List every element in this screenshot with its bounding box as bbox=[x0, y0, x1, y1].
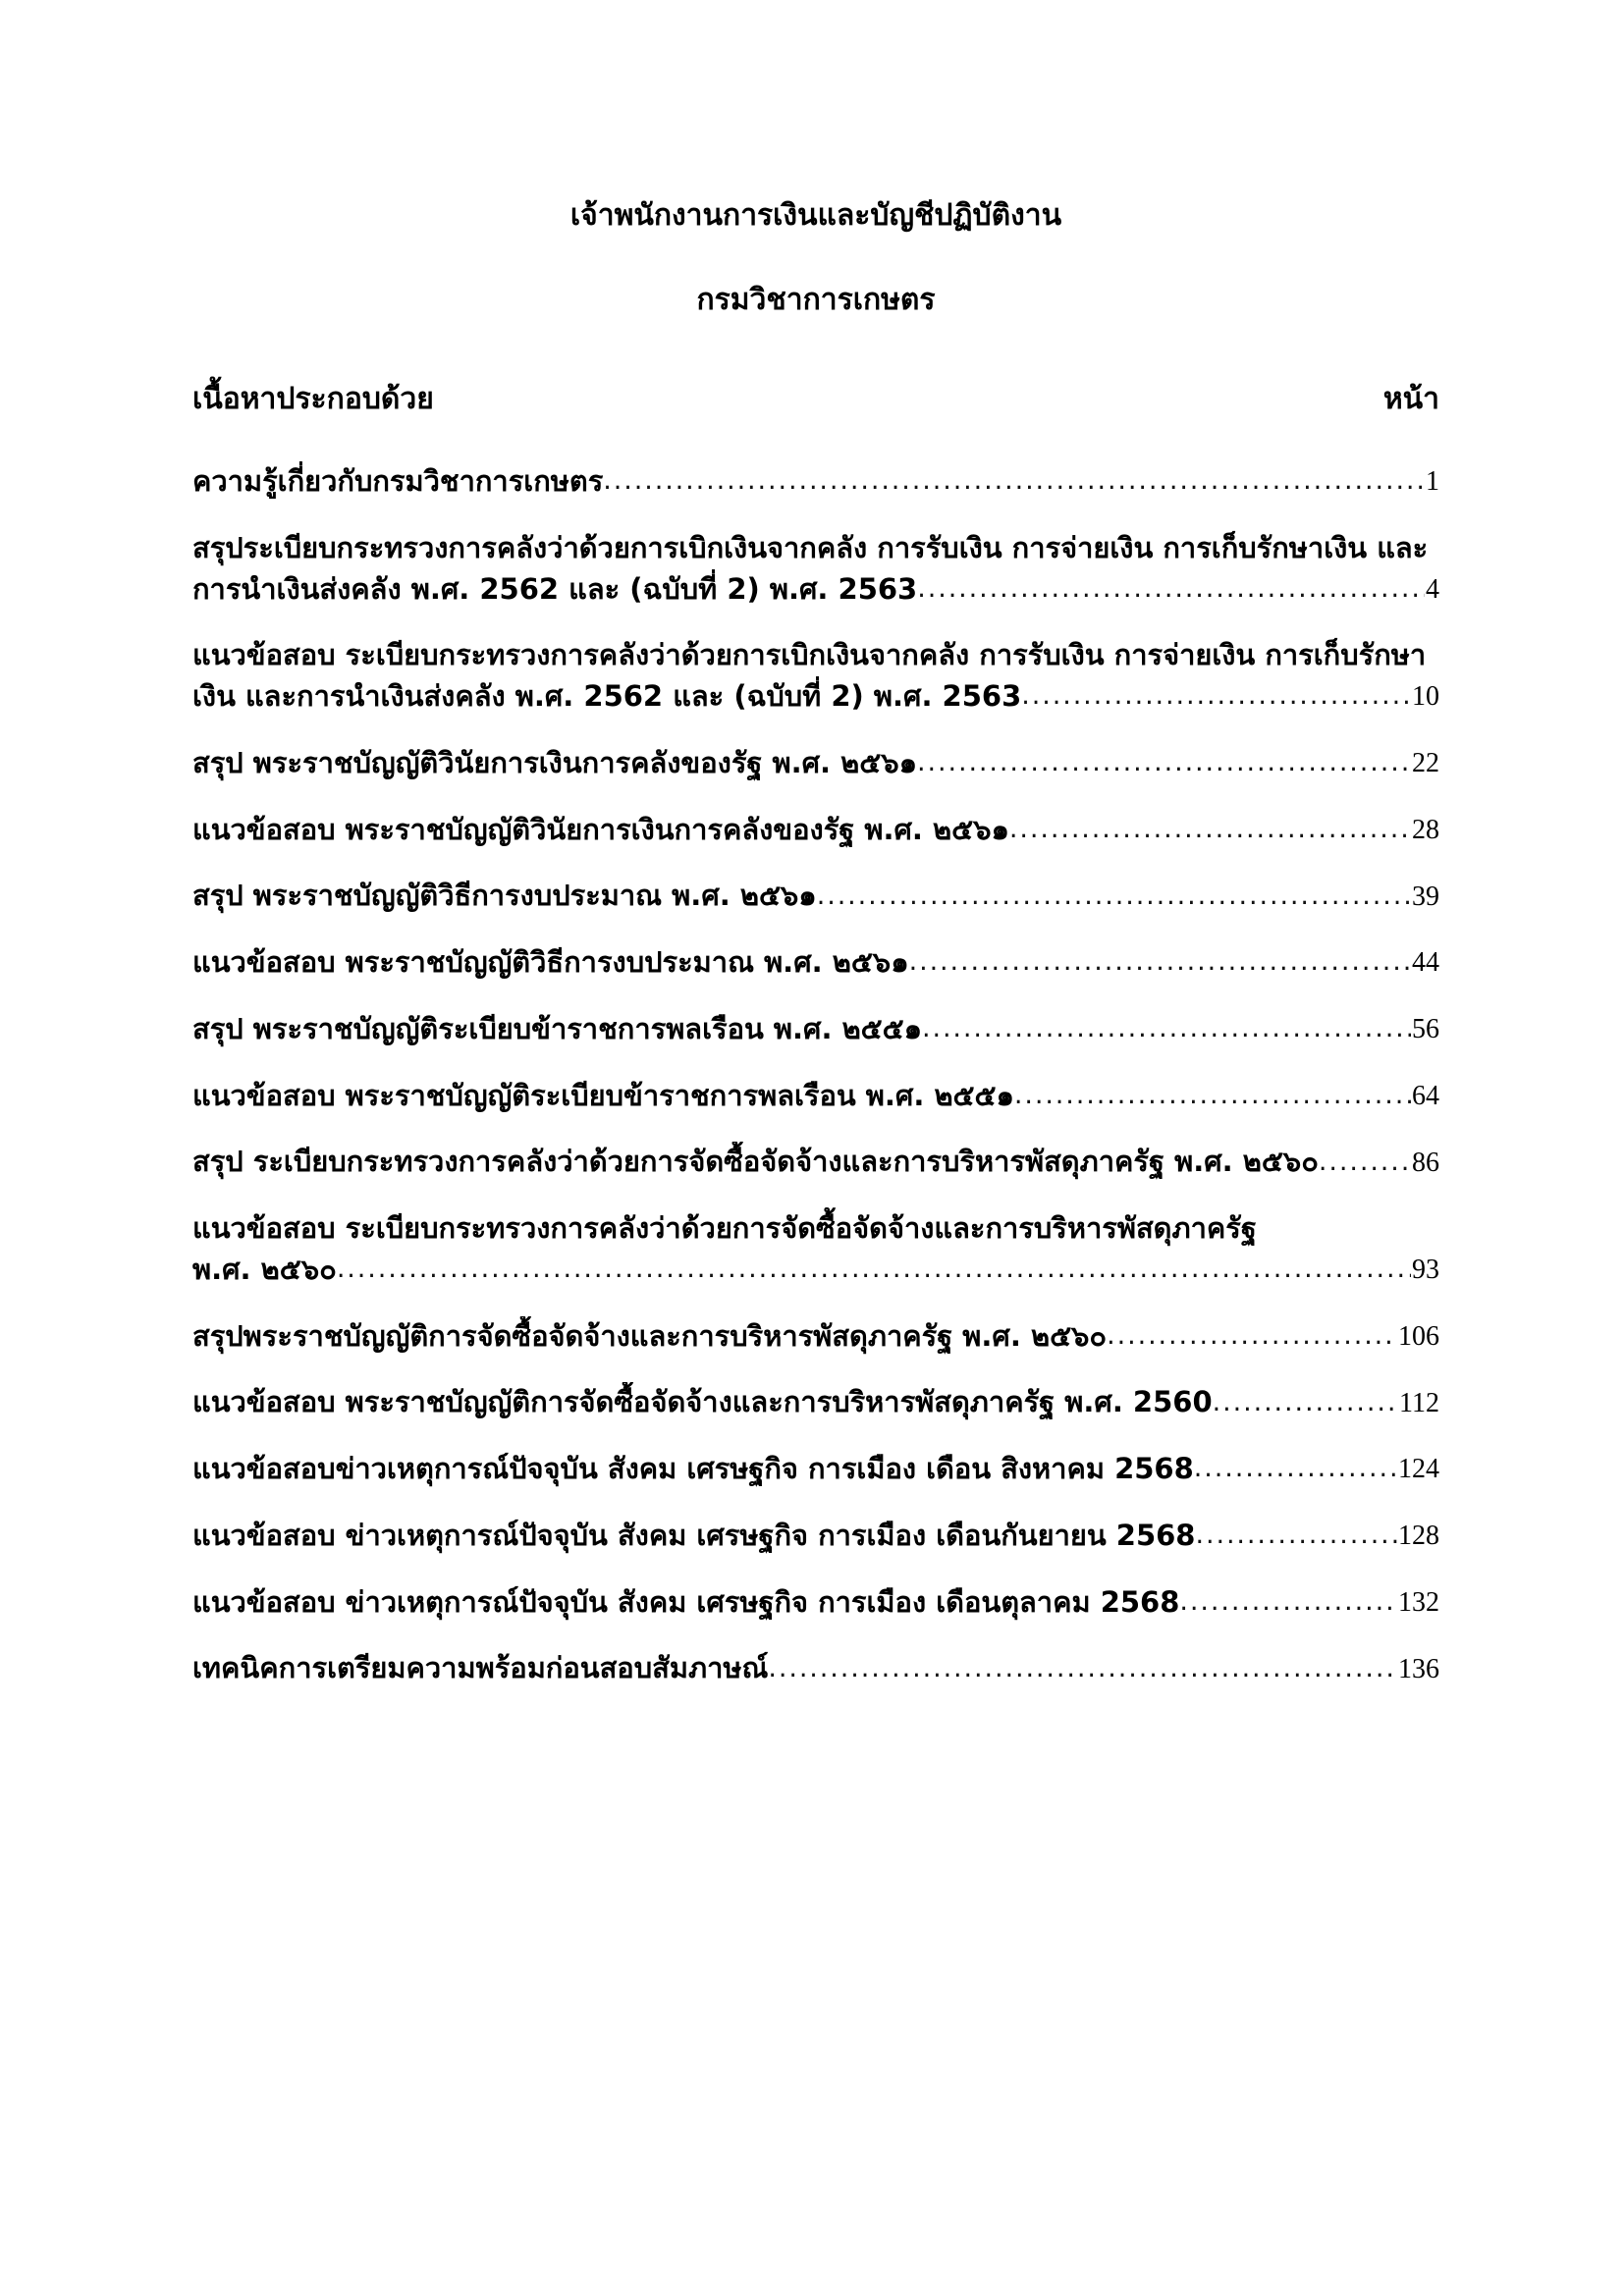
toc-page-number: 39 bbox=[1412, 881, 1439, 912]
dot-leader bbox=[1196, 1528, 1398, 1557]
toc-entry[interactable] bbox=[192, 743, 1439, 784]
toc-entry-title: สรุป พระราชบัญญัติวิธีการงบประมาณ พ.ศ. ๒๕๖๑ bbox=[192, 879, 817, 913]
toc-entry-line bbox=[192, 1582, 1439, 1624]
toc-entry-title-line: สรุประเบียบกระทรวงการคลังว่าด้วยการเบิกเงินจากคลัง การรับเงิน การจ่ายเงิน การเก็บรักษาเงิน และ bbox=[192, 530, 1429, 564]
toc-page-number: 10 bbox=[1412, 681, 1439, 713]
dot-leader bbox=[917, 581, 1425, 610]
toc-entry-title: แนวข้อสอบ ข่าวเหตุการณ์ปัจจุบัน สังคม เศรษฐกิจ การเมือง เดือนตุลาคม 2568 bbox=[192, 1584, 1180, 1619]
dot-leader bbox=[1319, 1154, 1411, 1183]
toc-entry-title: ความรู้เกี่ยวกับกรมวิชาการเกษตร bbox=[192, 464, 604, 498]
dot-leader bbox=[1107, 1328, 1397, 1357]
dot-leader bbox=[1014, 1088, 1411, 1116]
page-title: เจ้าพนักงานการเงินและบัญชีปฏิบัติงาน bbox=[569, 198, 1062, 233]
toc-entry-line bbox=[192, 1076, 1439, 1117]
toc-entry-line bbox=[192, 743, 1439, 784]
dot-leader bbox=[922, 1022, 1411, 1050]
toc-page-number: 64 bbox=[1412, 1080, 1439, 1111]
toc-page-number: 124 bbox=[1398, 1454, 1439, 1485]
toc-entry-title: สรุป ระเบียบกระทรวงการคลังว่าด้วยการจัดซื้อจัดจ้างและการบริหารพัสดุภาครัฐ พ.ศ. ๒๕๖๐ bbox=[192, 1145, 1319, 1179]
toc-entry-title: สรุป พระราชบัญญัติระเบียบข้าราชการพลเรือน พ.ศ. ๒๕๕๑ bbox=[192, 1011, 922, 1045]
toc-entry-title: สรุปพระราชบัญญัติการจัดซื้อจัดจ้างและการบริหารพัสดุภาครัฐ พ.ศ. ๒๕๖๐ bbox=[192, 1318, 1108, 1353]
toc-entry-title: พ.ศ. ๒๕๖๐ bbox=[192, 1252, 337, 1286]
toc-entry-title: แนวข้อสอบ พระราชบัญญัติการจัดซื้อจัดจ้างและการบริหารพัสดุภาครัฐ พ.ศ. 2560 bbox=[192, 1385, 1213, 1419]
toc-entry-line bbox=[192, 876, 1439, 917]
toc-page-number: 44 bbox=[1412, 947, 1439, 979]
toc-entry-line bbox=[192, 1449, 1439, 1490]
toc-entry-title: แนวข้อสอบ พระราชบัญญัติระเบียบข้าราชการพลเรือน พ.ศ. ๒๕๕๑ bbox=[192, 1078, 1014, 1112]
toc-entry[interactable] bbox=[192, 461, 1439, 503]
toc-entry-line bbox=[192, 1516, 1439, 1557]
toc-entry-title: แนวข้อสอบ พระราชบัญญัติวิธีการงบประมาณ พ.ศ. ๒๕๖๑ bbox=[192, 945, 909, 979]
toc-entry-line bbox=[192, 1316, 1439, 1358]
toc-entry-line bbox=[192, 1382, 1439, 1423]
toc-entry[interactable] bbox=[192, 1648, 1439, 1689]
toc-entry-line bbox=[192, 1648, 1439, 1689]
toc-entry[interactable] bbox=[192, 1142, 1439, 1183]
toc-page-number: 56 bbox=[1412, 1014, 1439, 1045]
toc-page-number: 106 bbox=[1398, 1320, 1439, 1352]
page-column-header: หน้า bbox=[1382, 382, 1439, 416]
dot-leader bbox=[1213, 1395, 1398, 1423]
toc-page-number: 22 bbox=[1412, 748, 1439, 779]
dot-leader bbox=[817, 888, 1411, 917]
dot-leader bbox=[768, 1661, 1397, 1689]
toc-page-number: 132 bbox=[1398, 1586, 1439, 1618]
table-of-contents bbox=[192, 461, 1439, 1689]
toc-entry-line bbox=[192, 461, 1439, 503]
toc-entry-title-line: แนวข้อสอบ ระเบียบกระทรวงการคลังว่าด้วยการเบิกเงินจากคลัง การรับเงิน การจ่ายเงิน การเก็บรักษา bbox=[192, 638, 1427, 672]
toc-entry-title: แนวข้อสอบ พระราชบัญญัติวินัยการเงินการคลังของรัฐ พ.ศ. ๒๕๖๑ bbox=[192, 812, 1009, 846]
toc-entry-title: แนวข้อสอบข่าวเหตุการณ์ปัจจุบัน สังคม เศรษฐกิจ การเมือง เดือน สิงหาคม 2568 bbox=[192, 1452, 1194, 1485]
toc-column-headers bbox=[192, 376, 1439, 422]
page-content bbox=[192, 0, 1439, 1715]
toc-entry[interactable] bbox=[192, 1382, 1439, 1423]
toc-page-number: 136 bbox=[1398, 1653, 1439, 1684]
toc-entry-title: เทคนิคการเตรียมความพร้อมก่อนสอบสัมภาษณ์ bbox=[192, 1651, 769, 1685]
toc-entry-title: แนวข้อสอบ ข่าวเหตุการณ์ปัจจุบัน สังคม เศรษฐกิจ การเมือง เดือนกันยายน 2568 bbox=[192, 1518, 1196, 1552]
toc-entry-line bbox=[192, 1250, 1439, 1291]
toc-entry[interactable] bbox=[192, 810, 1439, 851]
dot-leader bbox=[917, 756, 1411, 784]
toc-page-number: 1 bbox=[1426, 466, 1439, 498]
toc-entry[interactable] bbox=[192, 1516, 1439, 1557]
dot-leader bbox=[603, 474, 1425, 503]
toc-entry-line bbox=[192, 1142, 1439, 1183]
toc-page-number: 93 bbox=[1412, 1255, 1439, 1286]
toc-entry[interactable] bbox=[192, 528, 1439, 611]
toc-entry-line bbox=[192, 942, 1439, 984]
dot-leader bbox=[337, 1262, 1411, 1291]
toc-entry-title: การนำเงินส่งคลัง พ.ศ. 2562 และ (ฉบับที่ 2) พ.ศ. 2563 bbox=[192, 571, 918, 606]
toc-entry[interactable] bbox=[192, 942, 1439, 984]
toc-page-number: 86 bbox=[1412, 1147, 1439, 1178]
toc-entry-title: เงิน และการนำเงินส่งคลัง พ.ศ. 2562 และ (ฉบับที่ 2) พ.ศ. 2563 bbox=[192, 679, 1022, 713]
toc-page-number: 128 bbox=[1398, 1521, 1439, 1552]
toc-entry[interactable] bbox=[192, 1208, 1439, 1291]
toc-entry-line bbox=[192, 676, 1439, 718]
dot-leader bbox=[909, 955, 1411, 984]
toc-page-number: 28 bbox=[1412, 814, 1439, 845]
toc-entry-line bbox=[192, 1009, 1439, 1050]
toc-page-number: 4 bbox=[1426, 573, 1439, 605]
contents-column-header: เนื้อหาประกอบด้วย bbox=[192, 382, 434, 416]
toc-entry[interactable] bbox=[192, 1582, 1439, 1624]
dot-leader bbox=[1009, 822, 1411, 850]
toc-page-number: 112 bbox=[1399, 1387, 1439, 1418]
toc-entry-title-line: แนวข้อสอบ ระเบียบกระทรวงการคลังว่าด้วยการจัดซื้อจัดจ้างและการบริหารพัสดุภาครัฐ bbox=[192, 1211, 1257, 1245]
toc-entry-line bbox=[192, 810, 1439, 851]
toc-entry[interactable] bbox=[192, 876, 1439, 917]
dot-leader bbox=[1179, 1594, 1397, 1623]
toc-entry-line bbox=[192, 569, 1439, 611]
toc-entry[interactable] bbox=[192, 1449, 1439, 1490]
toc-entry[interactable] bbox=[192, 1076, 1439, 1117]
toc-entry[interactable] bbox=[192, 1316, 1439, 1358]
dot-leader bbox=[1194, 1462, 1397, 1490]
toc-entry-title: สรุป พระราชบัญญัติวินัยการเงินการคลังของรัฐ พ.ศ. ๒๕๖๑ bbox=[192, 745, 918, 779]
toc-entry[interactable] bbox=[192, 1009, 1439, 1050]
dot-leader bbox=[1021, 689, 1411, 718]
page-subtitle: กรมวิชาการเกษตร bbox=[696, 283, 936, 317]
toc-entry[interactable] bbox=[192, 635, 1439, 718]
